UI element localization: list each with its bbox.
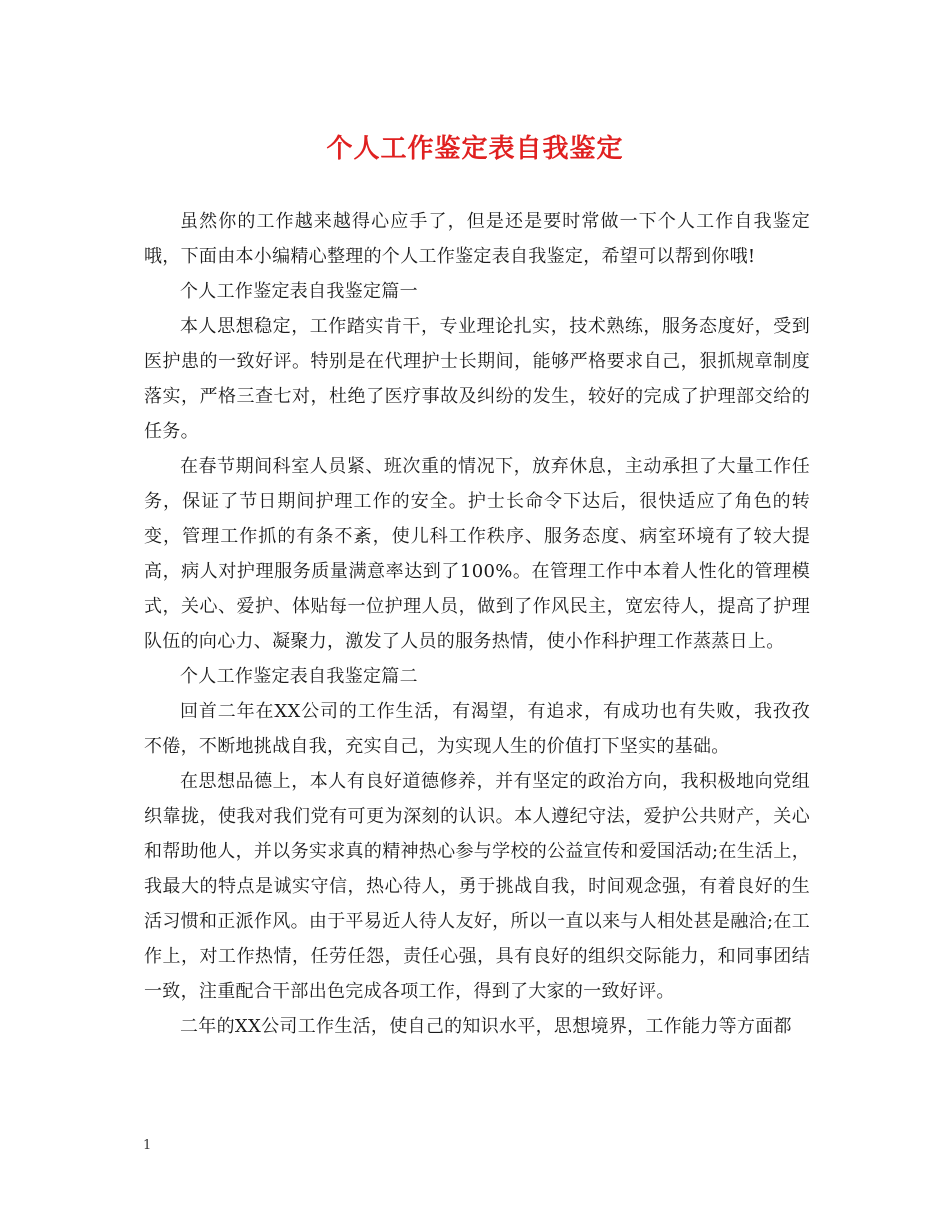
section-heading-1: 个人工作鉴定表自我鉴定篇一	[180, 281, 418, 302]
section-heading-2: 个人工作鉴定表自我鉴定篇二	[180, 666, 418, 687]
document-body	[144, 204, 810, 1044]
page-number: 1	[143, 1138, 152, 1153]
body-paragraph: 回首二年在XX公司的工作生活，有渴望，有追求，有成功也有失败，我孜孜不倦，不断地挑战自我，充实自己，为实现人生的价值打下坚实的基础。	[144, 701, 810, 757]
body-paragraph: 二年的XX公司工作生活，使自己的知识水平，思想境界，工作能力等方面都	[180, 1016, 792, 1037]
document-title: 个人工作鉴定表自我鉴定	[326, 134, 624, 164]
body-paragraph: 在春节期间科室人员紧、班次重的情况下，放弃休息，主动承担了大量工作任务，保证了节日期间护理工作的安全。护士长命令下达后，很快适应了角色的转变，管理工作抓的有条不紊，使儿科工作秩序、服务态度、病室环境有了较大提高，病人对护理服务质量满意率达到了100%。在管理工作中本着人性化的管理模式，关心、爱护、体贴每一位护理人员，做到了作风民主，宽宏待人，提高了护理队伍的向心力、凝聚力，激发了人员的服务热情，使小作科护理工作蒸蒸日上。	[144, 456, 810, 652]
body-paragraph: 本人思想稳定，工作踏实肯干，专业理论扎实，技术熟练，服务态度好，受到医护患的一致好评。特别是在代理护士长期间，能够严格要求自己，狠抓规章制度落实，严格三查七对，杜绝了医疗事故及纠纷的发生，较好的完成了护理部交给的任务。	[144, 316, 810, 442]
body-paragraph: 在思想品德上，本人有良好道德修养，并有坚定的政治方向，我积极地向党组织靠拢，使我对我们党有可更为深刻的认识。本人遵纪守法，爱护公共财产，关心和帮助他人，并以务实求真的精神热心参与学校的公益宣传和爱国活动;在生活上，我最大的特点是诚实守信，热心待人，勇于挑战自我，时间观念强，有着良好的生活习惯和正派作风。由于平易近人待人友好，所以一直以来与人相处甚是融洽;在工作上，对工作热情，任劳任怨，责任心强，具有良好的组织交际能力，和同事团结一致，注重配合干部出色完成各项工作，得到了大家的一致好评。	[144, 771, 810, 1002]
intro-paragraph: 虽然你的工作越来越得心应手了，但是还是要时常做一下个人工作自我鉴定哦，下面由本小编精心整理的个人工作鉴定表自我鉴定，希望可以帮到你哦!	[144, 211, 810, 267]
